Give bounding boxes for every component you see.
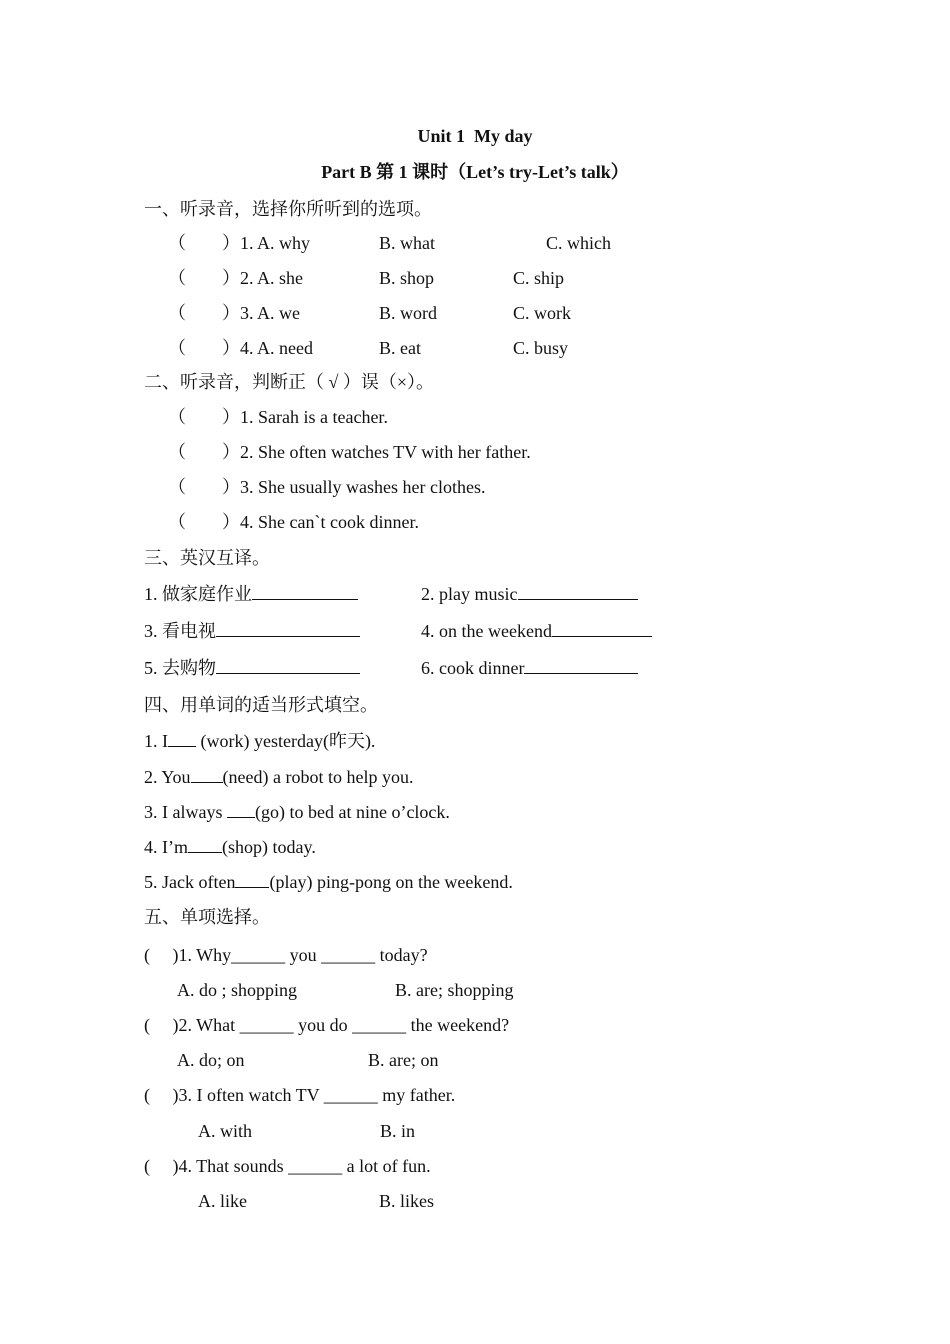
s1-item2-option-a: 2. A. she bbox=[240, 268, 303, 288]
s5-q2-option-a[interactable]: A. do; on bbox=[177, 1050, 245, 1070]
s4-item1 bbox=[144, 730, 375, 752]
s3-item6-blank[interactable] bbox=[524, 657, 638, 674]
s4-item3-post: (go) to bed at nine o’clock. bbox=[254, 802, 450, 822]
s4-item5-blank[interactable] bbox=[235, 871, 269, 888]
s4-item2-pre: 2. You bbox=[144, 767, 191, 787]
s4-item4-post: (shop) today. bbox=[222, 837, 316, 857]
s3-item3-text: 3. 看电视 bbox=[144, 621, 216, 641]
s3-item4 bbox=[421, 620, 652, 642]
s2-item1-text: 1. Sarah is a teacher. bbox=[240, 407, 388, 427]
s1-item3-bracket: （ ） bbox=[168, 303, 240, 323]
s3-item5-blank[interactable] bbox=[216, 657, 360, 674]
s5-q3-option-a[interactable]: A. with bbox=[198, 1121, 252, 1141]
s1-item3-option-b: B. word bbox=[379, 303, 437, 323]
s5-q1-option-b[interactable]: B. are; shopping bbox=[395, 980, 514, 1000]
s5-q3-stem: ( )3. I often watch TV ______ my father. bbox=[144, 1085, 456, 1105]
lesson-title: Part B 第 1 课时（Let’s try-Let’s talk） bbox=[321, 162, 629, 182]
s2-item3-bracket: （ ） bbox=[168, 477, 240, 497]
s5-q2-stem: ( )2. What ______ you do ______ the weekend? bbox=[144, 1015, 510, 1035]
s3-item6-text: 6. cook dinner bbox=[421, 658, 525, 678]
s4-item1-pre: 1. I bbox=[144, 731, 168, 751]
s4-item2-post: (need) a robot to help you. bbox=[222, 767, 414, 787]
s1-item2-option-b: B. shop bbox=[379, 268, 435, 288]
s5-q1-stem: ( )1. Why______ you ______ today? bbox=[144, 945, 428, 965]
s3-item3 bbox=[144, 620, 360, 642]
s2-item2-bracket: （ ） bbox=[168, 442, 240, 462]
s1-item4-option-c: C. busy bbox=[513, 338, 569, 358]
s5-q1-option-a[interactable]: A. do ; shopping bbox=[177, 980, 298, 1000]
s1-item4-option-a: 4. A. need bbox=[240, 338, 313, 358]
s3-item3-blank[interactable] bbox=[216, 620, 360, 637]
s1-item1-bracket: （ ） bbox=[168, 233, 240, 253]
s4-item5 bbox=[144, 871, 513, 893]
s1-item1-option-c: C. which bbox=[546, 233, 611, 253]
s2-item1-bracket: （ ） bbox=[168, 407, 240, 427]
s3-item2 bbox=[421, 583, 638, 605]
s4-item3-blank[interactable] bbox=[227, 801, 255, 818]
s3-item5 bbox=[144, 657, 360, 679]
s3-item4-text: 4. on the weekend bbox=[421, 621, 552, 641]
section3-heading: 三、英汉互译。 bbox=[144, 548, 270, 568]
s1-item2-option-c: C. ship bbox=[513, 268, 565, 288]
s5-q4-option-a[interactable]: A. like bbox=[198, 1191, 247, 1211]
s2-item2-text: 2. She often watches TV with her father. bbox=[240, 442, 531, 462]
section4-heading: 四、用单词的适当形式填空。 bbox=[144, 695, 378, 715]
s3-item1-text: 1. 做家庭作业 bbox=[144, 584, 252, 604]
s5-q4-stem: ( )4. That sounds ______ a lot of fun. bbox=[144, 1156, 431, 1176]
s3-item6 bbox=[421, 657, 638, 679]
s4-item4-blank[interactable] bbox=[188, 836, 222, 853]
s2-item4-text: 4. She can`t cook dinner. bbox=[240, 512, 419, 532]
section5-heading: 五、单项选择。 bbox=[144, 907, 270, 927]
section2-heading: 二、听录音，判断正（ √ ）误（×）。 bbox=[144, 372, 435, 392]
s1-item3-option-c: C. work bbox=[513, 303, 571, 323]
s4-item3-pre: 3. I always bbox=[144, 802, 227, 822]
s1-item1-option-b: B. what bbox=[379, 233, 435, 253]
unit-title: Unit 1 My day bbox=[417, 126, 533, 146]
section1-heading: 一、听录音，选择你所听到的选项。 bbox=[144, 199, 432, 219]
s4-item1-post: (work) yesterday(昨天). bbox=[196, 731, 376, 751]
s2-item4-bracket: （ ） bbox=[168, 512, 240, 532]
s3-item2-text: 2. play music bbox=[421, 584, 518, 604]
s3-item1 bbox=[144, 583, 358, 605]
s1-item4-bracket: （ ） bbox=[168, 338, 240, 358]
s5-q2-option-b[interactable]: B. are; on bbox=[368, 1050, 439, 1070]
s3-item4-blank[interactable] bbox=[552, 620, 652, 637]
s3-item2-blank[interactable] bbox=[518, 583, 638, 600]
s4-item4-pre: 4. I’m bbox=[144, 837, 188, 857]
s4-item1-blank[interactable] bbox=[168, 730, 196, 747]
s1-item3-option-a: 3. A. we bbox=[240, 303, 300, 323]
s4-item2-blank[interactable] bbox=[191, 766, 223, 783]
s2-item3-text: 3. She usually washes her clothes. bbox=[240, 477, 486, 497]
s5-q3-option-b[interactable]: B. in bbox=[380, 1121, 416, 1141]
s5-q4-option-b[interactable]: B. likes bbox=[379, 1191, 435, 1211]
s4-item4 bbox=[144, 836, 316, 858]
s3-item5-text: 5. 去购物 bbox=[144, 658, 216, 678]
s4-item5-pre: 5. Jack often bbox=[144, 872, 236, 892]
s1-item4-option-b: B. eat bbox=[379, 338, 421, 358]
s4-item5-post: (play) ping-pong on the weekend. bbox=[269, 872, 513, 892]
s1-item2-bracket: （ ） bbox=[168, 268, 240, 288]
s4-item2 bbox=[144, 766, 413, 788]
s3-item1-blank[interactable] bbox=[252, 583, 358, 600]
s1-item1-option-a: 1. A. why bbox=[240, 233, 311, 253]
s4-item3 bbox=[144, 801, 450, 823]
